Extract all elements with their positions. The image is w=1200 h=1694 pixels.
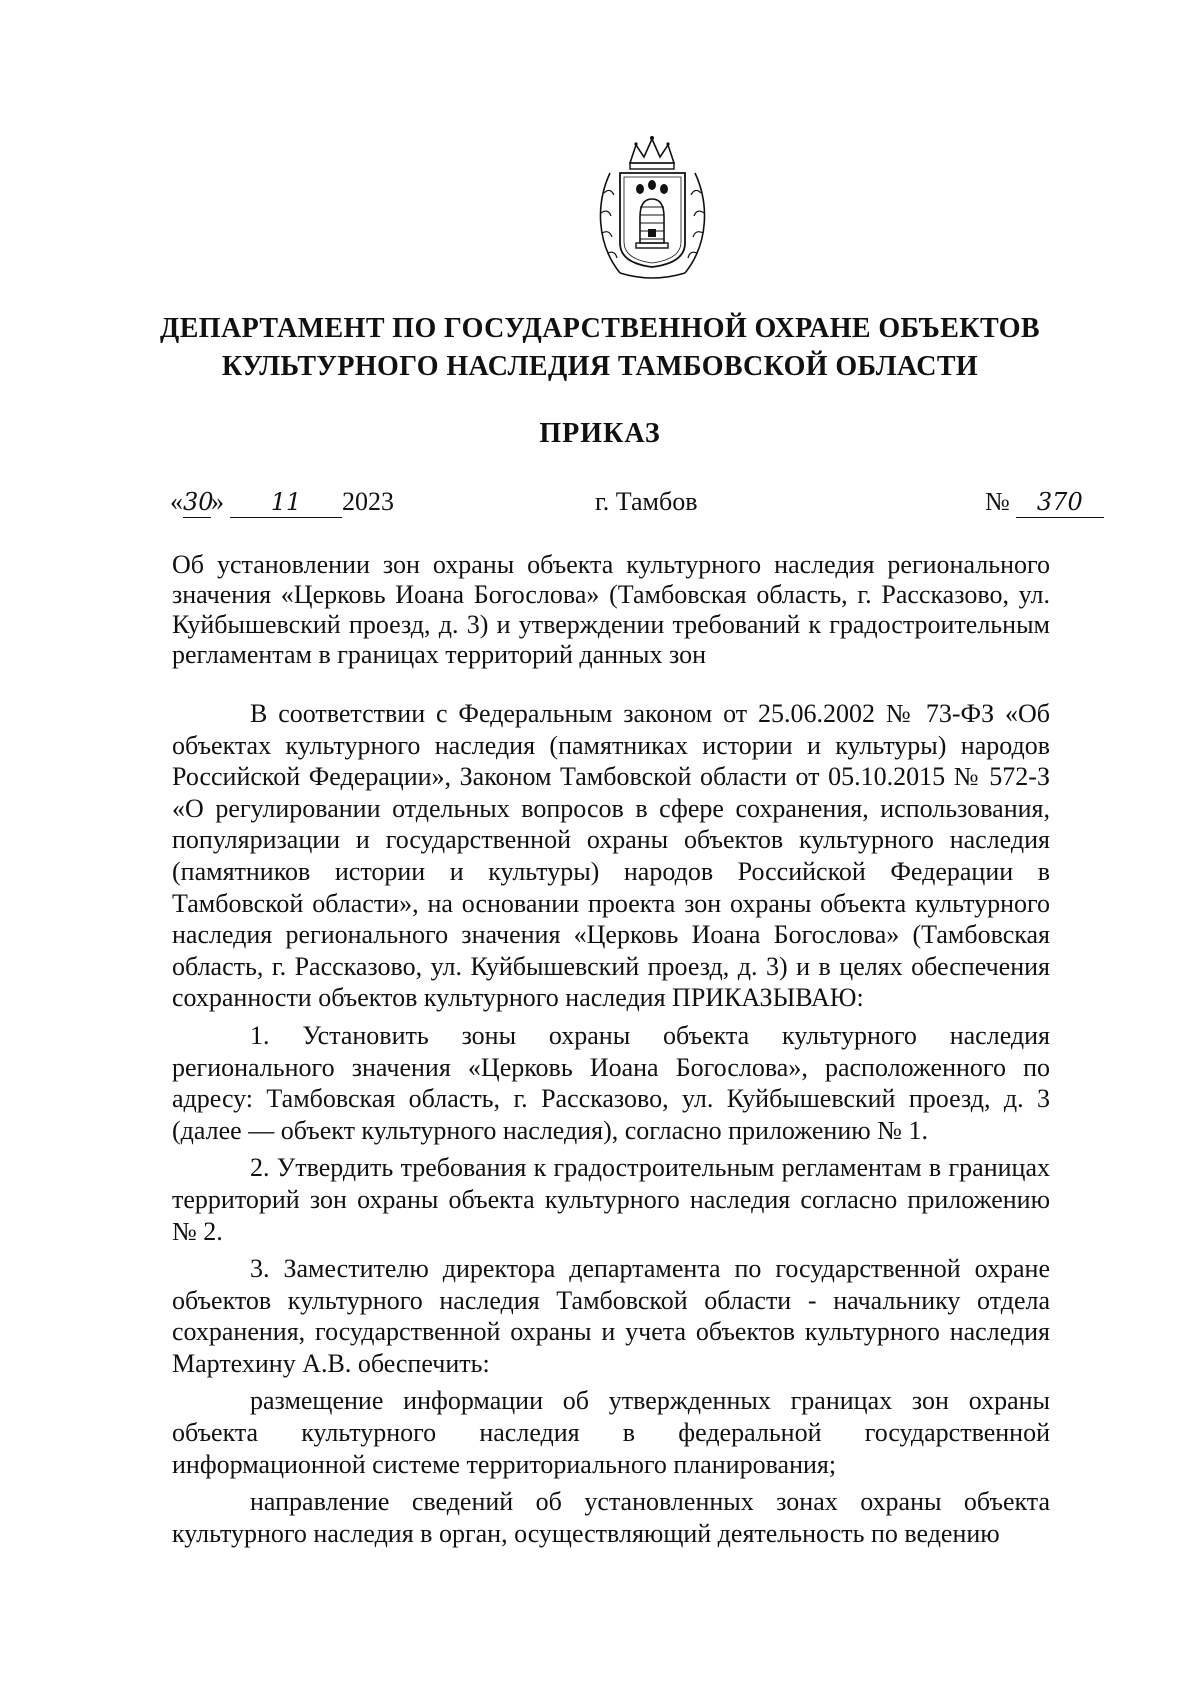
- body-paragraph-item-3-b: направление сведений об установленных зонах охраны объекта культурного наследия в орган, осуществляющий деятельность по ведению: [172, 1487, 1050, 1548]
- number-sign: №: [985, 487, 1010, 516]
- date-open-quote: «: [170, 487, 183, 516]
- tambov-coat-of-arms-icon: [590, 133, 715, 281]
- document-date: [170, 487, 394, 518]
- document-number: [985, 487, 1104, 518]
- document-subject: Об установлении зон охраны объекта культурного наследия регионального значения «Церковь Иоана Богослова» (Тамбовская область, г. Рассказово, ул. Куйбышевский проезд, д. 3) и утверждении требований к градостроительным регламентам в границах территорий данных зон: [172, 550, 1050, 669]
- body-paragraph-item-1: 1. Установить зоны охраны объекта культурного наследия регионального значения «Церковь Иоана Богослова», расположенного по адресу: Тамбовская область, г. Рассказово, ул. Куйбышевский проезд, д. 3 (далее — объект культурного наследия), согласно приложению № 1.: [172, 1020, 1050, 1145]
- date-day: 30: [183, 488, 214, 516]
- body-paragraph-preamble: В соответствии с Федеральным законом от 25.06.2002 № 73-ФЗ «Об объектах культурного наследия (памятниках истории и культуры) народов Российской Федерации», Законом Тамбовской области от 05.10.2015 № 572-З «О регулировании отдельных вопросов в сфере сохранения, использования, популяризации и государственной охраны объектов культурного наследия (памятников истории и культуры) народов Российской Федерации в Тамбовской области», на основании проекта зон охраны объекта культурного наследия регионального значения «Церковь Иоана Богослова» (Тамбовская область, г. Рассказово, ул. Куйбышевский проезд, д. 3) и в целях обеспечения сохранности объектов культурного наследия ПРИКАЗЫВАЮ:: [172, 699, 1050, 1013]
- body-paragraph-item-3-a: размещение информации об утвержденных границах зон охраны объекта культурного наследия в федеральной государственной информационной системе территориального планирования;: [172, 1386, 1050, 1479]
- document-meta-row: [0, 487, 1200, 527]
- body-paragraph-item-3: 3. Заместителю директора департамента по государственной охране объектов культурного наследия Тамбовской области - начальнику отдела сохранения, государственной охраны и учета объектов культурного наследия Мартехину А.В. обеспечить:: [172, 1254, 1050, 1378]
- document-city: г. Тамбов: [595, 487, 698, 516]
- department-title-line2: КУЛЬТУРНОГО НАСЛЕДИЯ ТАМБОВСКОЙ ОБЛАСТИ: [221, 351, 979, 382]
- document-type: ПРИКАЗ: [539, 418, 661, 449]
- department-title-line1: ДЕПАРТАМЕНТ ПО ГОСУДАРСТВЕННОЙ ОХРАНЕ ОБЪЕКТОВ: [160, 313, 1040, 344]
- date-month: 11: [270, 488, 302, 516]
- department-title: [160, 310, 1040, 386]
- body-paragraph-item-2: 2. Утвердить требования к градостроительным регламентам в границах территорий зон охраны объекта культурного наследия согласно приложению № 2.: [172, 1153, 1050, 1246]
- number-value: 370: [1036, 488, 1083, 516]
- date-year: 2023: [342, 487, 394, 516]
- date-close-quote: »: [211, 487, 224, 516]
- document-body: [172, 698, 1050, 1549]
